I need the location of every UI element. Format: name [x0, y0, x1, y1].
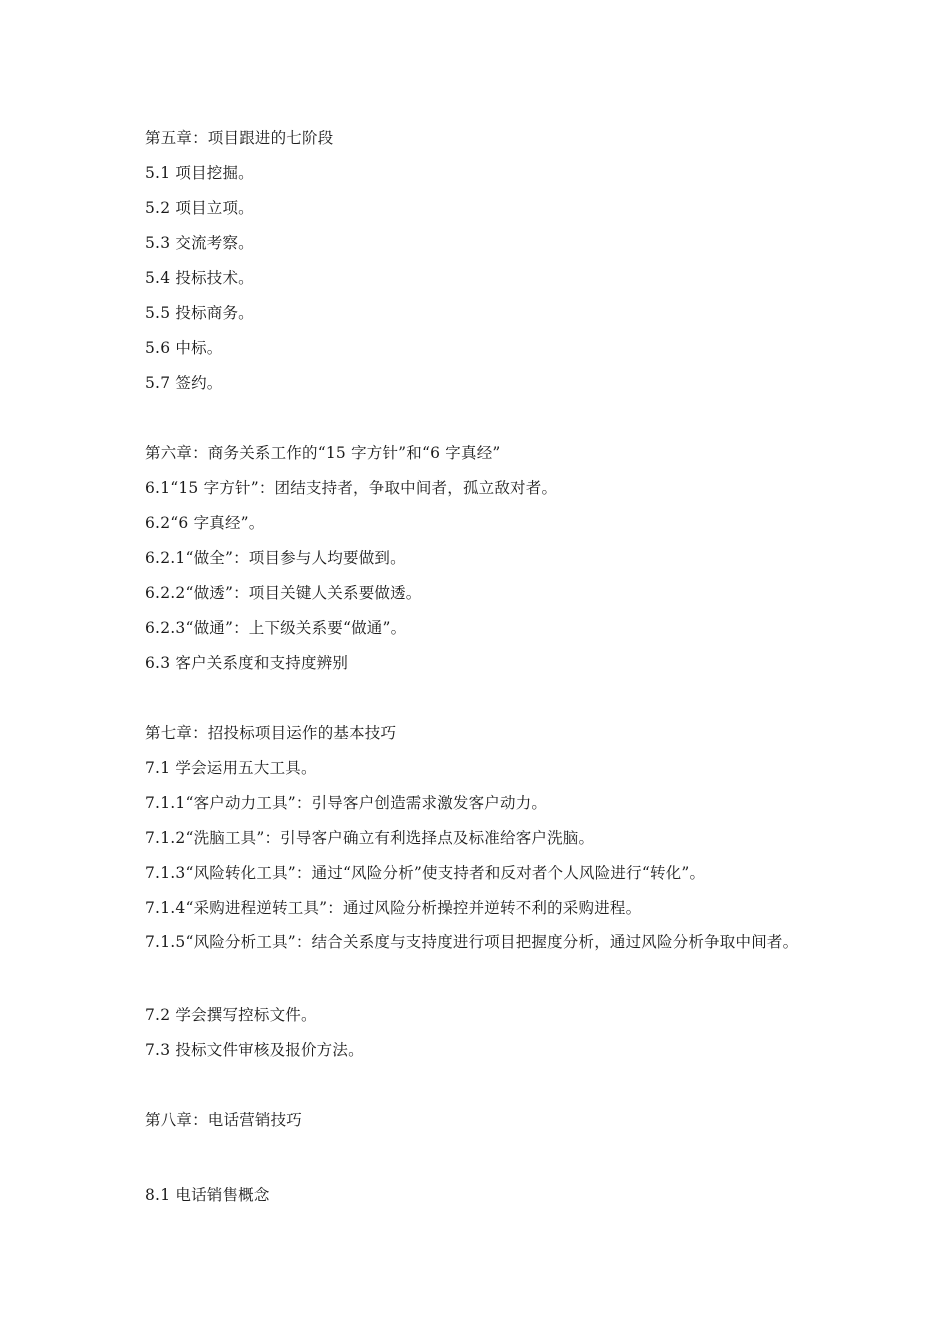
section-5-1: 5.1 项目挖掘。: [145, 164, 254, 182]
section-6-2-2: 6.2.2“做透”：项目关键人关系要做透。: [145, 584, 422, 602]
section-5-7: 5.7 签约。: [145, 374, 223, 392]
section-6-3: 6.3 客户关系度和支持度辨别: [145, 654, 349, 672]
section-7-1-1: 7.1.1“客户动力工具”：引导客户创造需求激发客户动力。: [145, 794, 548, 812]
section-7-3: 7.3 投标文件审核及报价方法。: [145, 1041, 364, 1059]
section-7-1-2: 7.1.2“洗脑工具”：引导客户确立有利选择点及标准给客户洗脑。: [145, 829, 595, 847]
section-7-1-3: 7.1.3“风险转化工具”：通过“风险分析”使支持者和反对者个人风险进行“转化”。: [145, 864, 706, 882]
chapter-6-heading: 第六章：商务关系工作的“15 字方针”和“6 字真经”: [145, 444, 501, 462]
section-5-4: 5.4 投标技术。: [145, 269, 254, 287]
section-7-1-5: 7.1.5“风险分析工具”：结合关系度与支持度进行项目把握度分析，通过风险分析争取中间者。: [145, 933, 799, 951]
chapter-7-heading: 第七章：招投标项目运作的基本技巧: [145, 724, 397, 742]
section-8-1: 8.1 电话销售概念: [145, 1186, 270, 1204]
section-7-2: 7.2 学会撰写控标文件。: [145, 1006, 317, 1024]
section-6-1: 6.1“15 字方针”：团结支持者，争取中间者，孤立敌对者。: [145, 479, 558, 497]
section-6-2-1: 6.2.1“做全”：项目参与人均要做到。: [145, 549, 406, 567]
section-6-2: 6.2“6 字真经”。: [145, 514, 265, 532]
section-5-3: 5.3 交流考察。: [145, 234, 254, 252]
section-7-1: 7.1 学会运用五大工具。: [145, 759, 317, 777]
section-5-6: 5.6 中标。: [145, 339, 223, 357]
section-5-5: 5.5 投标商务。: [145, 304, 254, 322]
chapter-5-heading: 第五章：项目跟进的七阶段: [145, 129, 334, 147]
section-5-2: 5.2 项目立项。: [145, 199, 254, 217]
section-7-1-4: 7.1.4“采购进程逆转工具”：通过风险分析操控并逆转不利的采购进程。: [145, 899, 642, 917]
section-6-2-3: 6.2.3“做通”：上下级关系要“做通”。: [145, 619, 407, 637]
chapter-8-heading: 第八章：电话营销技巧: [145, 1111, 303, 1129]
